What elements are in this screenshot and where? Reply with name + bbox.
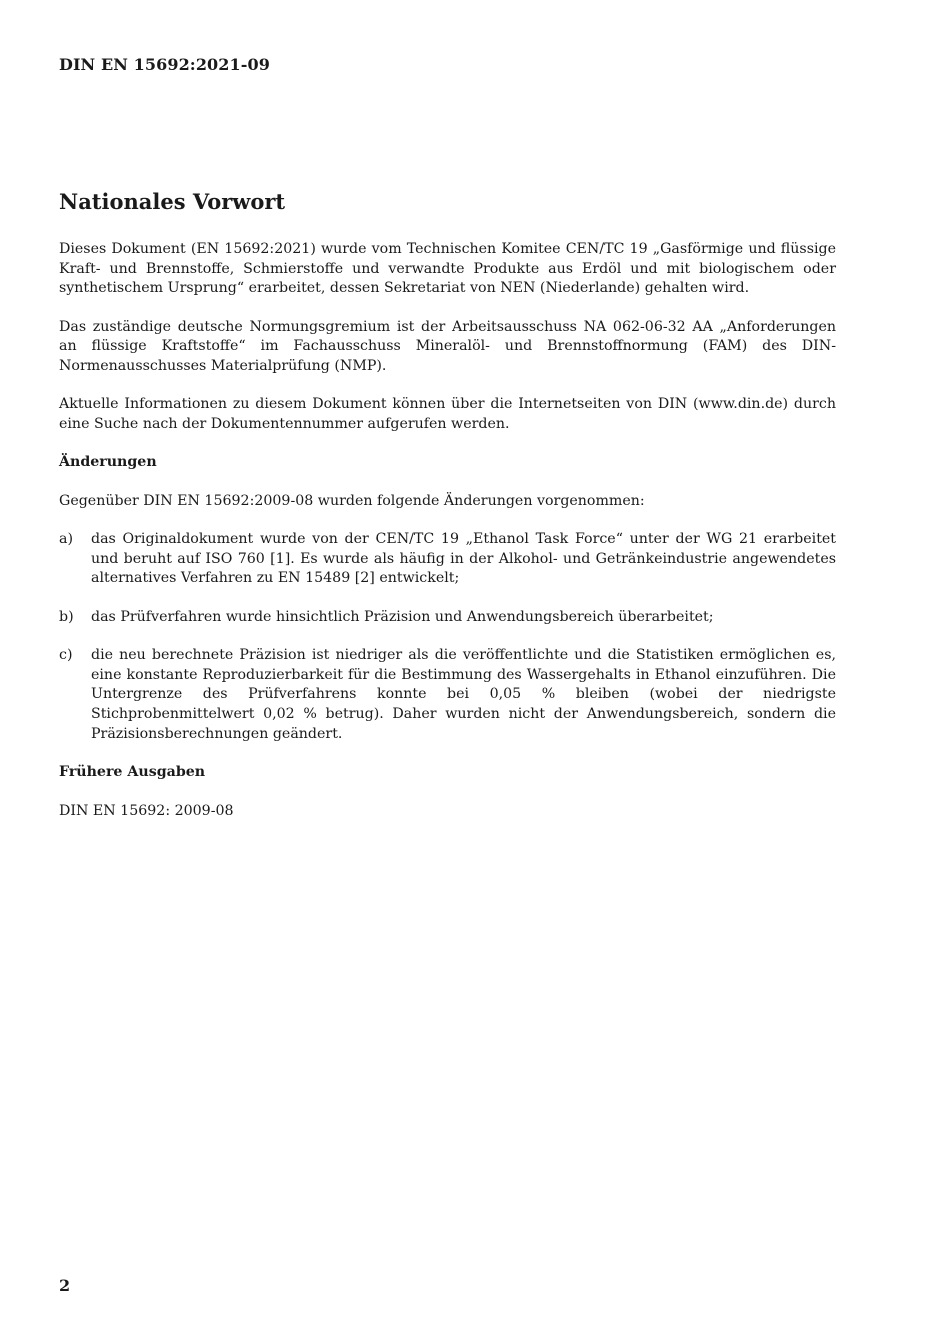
section-title: Nationales Vorwort [59,189,286,214]
foreword-paragraph-2: Das zuständige deutsche Normungsgremium ist der Arbeitsausschuss NA 062-06-32 AA „Anforderungen an flüssige Kraftstoffe“ im Fachausschuss Mineralöl- und Brennstoffnormung (FAM) des DIN-Normenausschusses Materialprüfung (NMP). [59,318,836,375]
list-item [59,530,836,589]
list-marker: a) [59,531,73,548]
list-marker: b) [59,608,74,625]
list-item-text: das Prüfverfahren wurde hinsichtlich Präzision und Anwendungsbereich überarbeitet; [91,608,714,625]
page-number: 2 [59,1276,71,1295]
foreword-paragraph-3: Aktuelle Informationen zu diesem Dokument können über die Internetseiten von DIN (www.din.de) durch eine Suche nach der Dokumentennummer aufgerufen werden. [59,396,836,432]
changes-list [59,530,836,744]
changes-intro: Gegenüber DIN EN 15692:2009-08 wurden folgende Änderungen vorgenommen: [59,492,645,509]
foreword-paragraph-1: Dieses Dokument (EN 15692:2021) wurde vom Technischen Komitee CEN/TC 19 „Gasförmige und flüssige Kraft- und Brennstoffe, Schmierstoffe und verwandte Produkte aus Erdöl und mit biologischem oder synthetischem Ursprung“ erarbeitet, dessen Sekretariat von NEN (Niederlande) gehalten wird. [59,241,836,297]
document-body [59,186,836,840]
list-marker: c) [59,646,73,663]
list-item-text: die neu berechnete Präzision ist niedriger als die veröffentlichte und die Statistiken ermöglichen es, eine konstante Reproduzierbarkeit für die Bestimmung des Wassergehalts in Ethanol einzuführen. Die Untergrenze des Prüfverfahrens konnte bei 0,05 % bleiben (wobei der niedrigste Stichprobenmittelwert 0,02 % betrug). Daher wurden nicht der Anwendungsbereich, sondern die Präzisionsberechnungen geändert. [91,646,836,742]
list-item-text: das Originaldokument wurde von der CEN/TC 19 „Ethanol Task Force“ unter der WG 21 erarbeitet und beruht auf ISO 760 [1]. Es wurde als häufig in der Alkohol- und Getränkeindustrie angewendetes alternatives Verfahren zu EN 15489 [2] entwickelt; [91,531,836,587]
list-item [59,608,836,628]
document-identifier: DIN EN 15692:2021-09 [59,55,270,74]
earlier-editions-text: DIN EN 15692: 2009-08 [59,802,234,819]
list-item [59,646,836,745]
changes-heading: Änderungen [59,454,157,471]
earlier-editions-heading: Frühere Ausgaben [59,763,206,780]
